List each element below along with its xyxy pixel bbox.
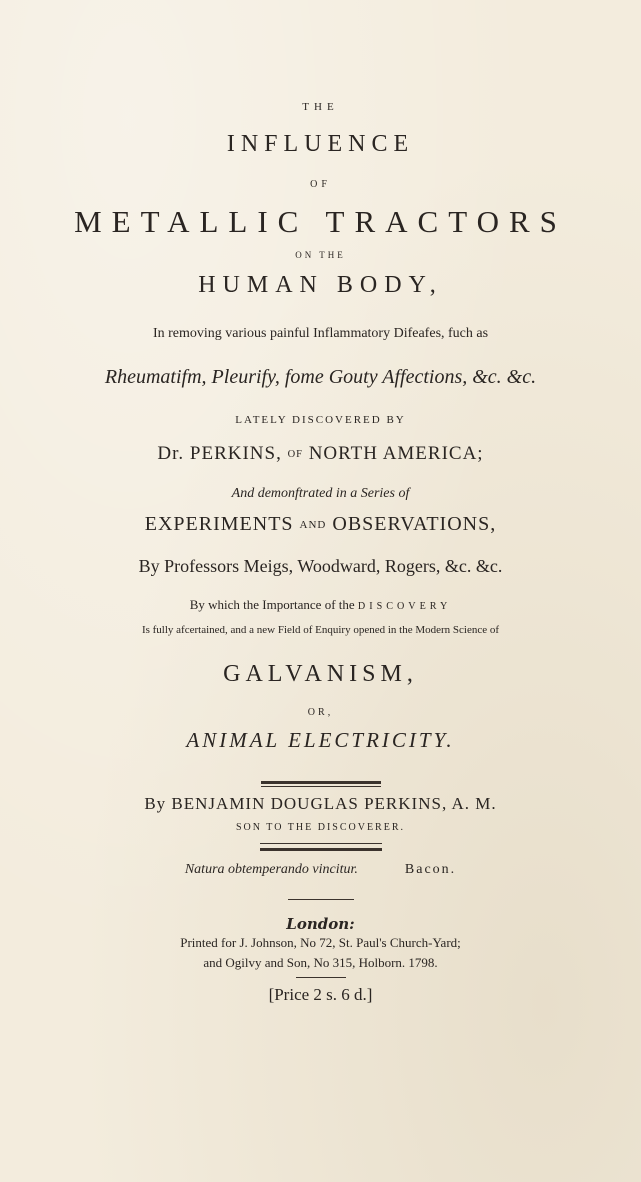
discoverer-prefix: Dr. [157, 443, 185, 464]
discoverer-name: PERKINS, [189, 443, 282, 464]
metallic-tractors-title: METALLIC TRACTORS [74, 204, 567, 239]
human-body-line: HUMAN BODY, [198, 272, 443, 298]
of-line: OF [310, 179, 331, 190]
author-by: By [144, 794, 167, 813]
on-the-line: ON THE [295, 250, 346, 260]
influence-line: INFLUENCE [226, 131, 415, 157]
motto-line [0, 862, 641, 878]
discoverer-place: NORTH AMERICA; [308, 443, 484, 464]
experiments-word: EXPERIMENTS [144, 513, 294, 535]
lately-discovered-line: LATELY DISCOVERED BY [235, 414, 406, 426]
animal-electricity-line: ANIMAL ELECTRICITY. [186, 728, 455, 752]
price-line: [Price 2 s. 6 d.] [268, 985, 373, 1004]
or-line: OR, [307, 707, 334, 718]
fully-ascertained-line: Is fully afcertained, and a new Field of Enquiry opened in the Modern Science of [141, 624, 500, 636]
experiments-and: AND [299, 518, 327, 531]
the-line: THE [302, 101, 339, 113]
ogilvy-line: and Ogilvy and Son, No 315, Holborn. 1798. [203, 955, 438, 970]
diseases-line: Rheumatifm, Pleurify, fome Gouty Affections, &c. &c. [104, 366, 537, 388]
london-line: London: [286, 915, 355, 933]
discovery-word: DISCOVERY [357, 601, 452, 612]
professors-line: By Professors Meigs, Woodward, Rogers, &c. &c. [138, 556, 503, 576]
removing-line: In removing various painful Inflammatory Difeafes, fuch as [152, 326, 489, 341]
importance-line [0, 597, 641, 613]
son-line: SON TO THE DISCOVERER. [235, 822, 405, 833]
discoverer-line [0, 443, 641, 465]
motto-quote: Natura obtemperando vincitur. [184, 862, 358, 877]
demonstrated-line: And demonftrated in a Series of [231, 486, 410, 501]
motto-attribution: Bacon. [404, 862, 457, 877]
experiments-line [0, 513, 641, 536]
observations-word: OBSERVATIONS, [332, 513, 497, 535]
printed-line: Printed for J. Johnson, No 72, St. Paul's Church-Yard; [180, 935, 461, 950]
galvanism-line: GALVANISM, [223, 661, 418, 687]
importance-text: By which the Importance of the [189, 597, 355, 612]
discoverer-of: OF [287, 448, 303, 460]
author-name: BENJAMIN DOUGLAS PERKINS, A. M. [171, 794, 497, 813]
author-line [0, 794, 641, 814]
